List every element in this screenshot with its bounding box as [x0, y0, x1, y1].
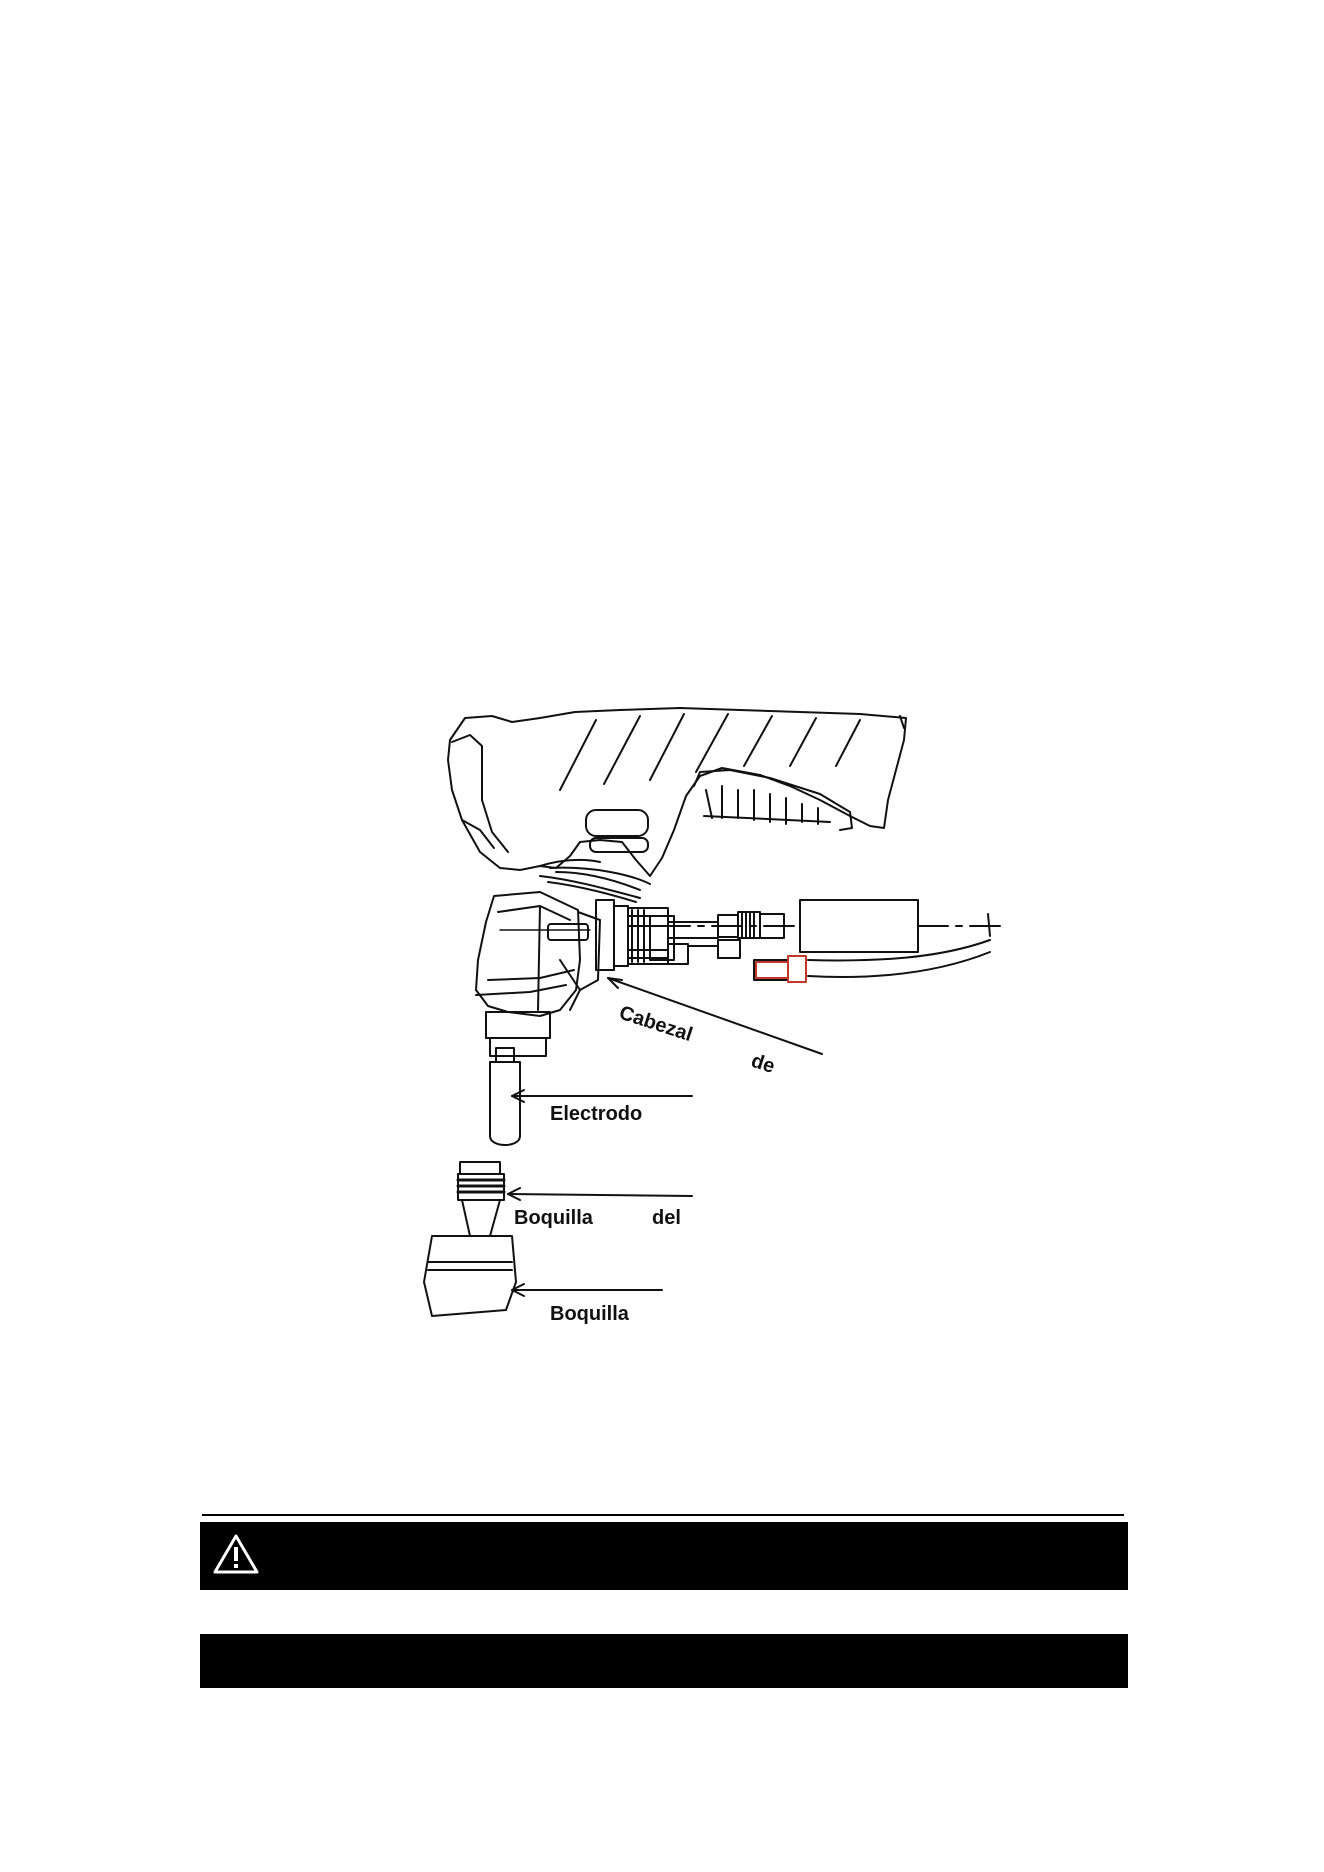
- label-boquilla: Boquilla: [550, 1303, 629, 1325]
- torch-head: [476, 892, 600, 1056]
- torch-connector: [500, 900, 784, 970]
- tip-part: [458, 1162, 504, 1236]
- warning-banner: [200, 1522, 1128, 1590]
- section-banner: [200, 1634, 1128, 1688]
- label-boquilla-del-a: Boquilla: [514, 1207, 593, 1229]
- torch-handle: [448, 708, 906, 902]
- nozzle-part: [424, 1236, 516, 1316]
- cable-sleeve: [660, 900, 1000, 982]
- warning-triangle-icon: [212, 1532, 260, 1576]
- label-cabezal: Cabezal: [616, 1001, 696, 1047]
- label-boquilla-del-b: del: [652, 1207, 681, 1229]
- section-rule: [202, 1514, 1124, 1516]
- label-electrodo: Electrodo: [550, 1103, 643, 1125]
- label-de: de: [748, 1049, 778, 1078]
